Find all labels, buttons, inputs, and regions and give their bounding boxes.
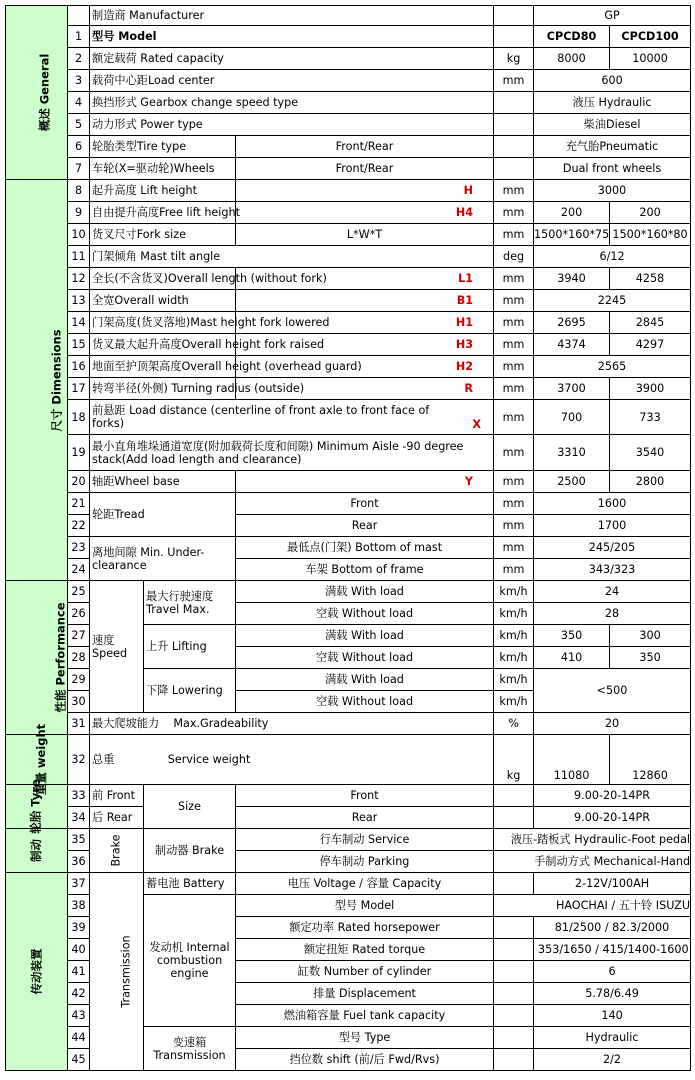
table-cell: 门架高度(货叉落地)Mast height fork lowered: [90, 312, 236, 334]
category-performance: 性能 Performance: [6, 581, 68, 735]
table-cell: 3540: [610, 435, 691, 471]
table-cell: 1700: [534, 515, 691, 537]
table-cell: 1: [68, 26, 90, 48]
table-cell: 6: [534, 961, 691, 983]
table-cell: 2800: [610, 471, 691, 493]
table-cell: 总重 Service weight: [90, 735, 494, 785]
table-cell: H: [236, 180, 494, 202]
table-cell: [494, 1005, 534, 1027]
table-cell: km/h: [494, 691, 534, 713]
table-cell: 2845: [610, 312, 691, 334]
table-cell: <500: [534, 669, 691, 713]
row-wheel-base: [6, 471, 691, 493]
table-cell: 最大行驶速度 Travel Max.: [144, 581, 236, 625]
table-cell: 制动器 Brake: [144, 829, 236, 873]
table-cell: Front/Rear: [236, 158, 494, 180]
category-transmission: 传动装置: [6, 873, 68, 1071]
table-cell: 自由提升高度Free lift height: [90, 202, 236, 224]
table-cell: 最大爬坡能力 Max.Gradeability: [90, 713, 494, 735]
table-cell: 42: [68, 983, 90, 1005]
table-cell: 满载 With load: [236, 625, 494, 647]
row-tyre-rear: [6, 807, 691, 829]
row-load-distance: [6, 400, 691, 435]
row-mast-tilt: [6, 246, 691, 268]
table-cell: 12: [68, 268, 90, 290]
table-cell: 轴距Wheel base: [90, 471, 236, 493]
table-cell: [494, 1027, 534, 1049]
table-cell: Rear: [236, 515, 494, 537]
table-cell: Front: [236, 785, 494, 807]
row-lift-height: [6, 180, 691, 202]
table-cell: 额定载荷 Rated capacity: [90, 48, 494, 70]
table-cell: mm: [494, 180, 534, 202]
table-cell: [494, 136, 534, 158]
table-cell: Y: [236, 471, 494, 493]
table-cell: kg: [494, 735, 534, 785]
table-cell: 24: [534, 581, 691, 603]
table-cell: 600: [534, 70, 691, 92]
table-cell: 全宽Overall width: [90, 290, 236, 312]
table-cell: 30: [68, 691, 90, 713]
table-cell: 2245: [534, 290, 691, 312]
table-cell: [494, 6, 534, 26]
table-cell: 轮距Tread: [90, 493, 236, 537]
table-cell: 2: [68, 48, 90, 70]
table-cell: 转弯半径(外侧) Turning radius (outside): [90, 378, 236, 400]
table-cell: 发动机 Internal combustion engine: [144, 895, 236, 1027]
table-cell: 20: [534, 713, 691, 735]
table-cell: 18: [68, 400, 90, 435]
spec-sheet: [5, 5, 690, 1075]
table-cell: km/h: [494, 647, 534, 669]
table-cell: 9: [68, 202, 90, 224]
table-cell: 行车制动 Service: [236, 829, 494, 851]
table-cell: 缸数 Number of cylinder: [236, 961, 494, 983]
category-tyre: 轮胎 Tyre: [6, 785, 68, 829]
table-cell: 350: [534, 625, 610, 647]
table-cell: mm: [494, 224, 534, 246]
table-cell: [68, 6, 90, 26]
table-cell: 7: [68, 158, 90, 180]
table-cell: 410: [534, 647, 610, 669]
row-gearbox: [6, 92, 691, 114]
table-cell: 14: [68, 312, 90, 334]
table-cell: [494, 92, 534, 114]
category-weight: 重量 weight: [6, 735, 68, 785]
table-cell: mm: [494, 378, 534, 400]
row-aisle-width: [6, 435, 691, 471]
table-cell: 2/2: [534, 1049, 691, 1071]
table-cell: 车架 Bottom of frame: [236, 559, 494, 581]
table-cell: 81/2500 / 82.3/2000: [534, 917, 691, 939]
table-cell: kg: [494, 48, 534, 70]
table-cell: 动力形式 Power type: [90, 114, 494, 136]
row-turning-radius: [6, 378, 691, 400]
table-cell: 地面至护顶架高度Overall height (overhead guard): [90, 356, 236, 378]
table-cell: [494, 939, 534, 961]
table-cell: [494, 785, 534, 807]
table-cell: 停车制动 Parking: [236, 851, 494, 873]
table-cell: mm: [494, 515, 534, 537]
table-cell: 载荷中心距Load center: [90, 70, 494, 92]
table-cell: Brake: [90, 829, 144, 873]
table-cell: 蓄电池 Battery: [144, 873, 236, 895]
table-cell: 17: [68, 378, 90, 400]
table-cell: 2565: [534, 356, 691, 378]
row-overhead-guard: [6, 356, 691, 378]
table-cell: Dual front wheels: [534, 158, 691, 180]
table-cell: 3310: [534, 435, 610, 471]
table-cell: mm: [494, 356, 534, 378]
table-cell: 燃油箱容量 Fuel tank capacity: [236, 1005, 494, 1027]
table-cell: 44: [68, 1027, 90, 1049]
table-cell: 8: [68, 180, 90, 202]
table-cell: mm: [494, 334, 534, 356]
table-cell: 3900: [610, 378, 691, 400]
table-cell: 2695: [534, 312, 610, 334]
row-service-weight: [6, 735, 691, 785]
table-cell: 3: [68, 70, 90, 92]
table-cell: 23: [68, 537, 90, 559]
table-cell: 700: [534, 400, 610, 435]
table-cell: mm: [494, 435, 534, 471]
row-fork-size: [6, 224, 691, 246]
table-cell: 门架倾角 Mast tilt angle: [90, 246, 494, 268]
row-height-fork-raised: [6, 334, 691, 356]
table-cell: 3940: [534, 268, 610, 290]
table-cell: 32: [68, 735, 90, 785]
table-cell: 货叉最大起升高度Overall height fork raised: [90, 334, 236, 356]
category-brake: 制动: [6, 829, 68, 873]
table-cell: 9.00-20-14PR: [534, 807, 691, 829]
table-cell: 速度 Speed: [90, 581, 144, 713]
table-cell: 31: [68, 713, 90, 735]
table-cell: 33: [68, 785, 90, 807]
table-cell: 13: [68, 290, 90, 312]
table-cell: 3700: [534, 378, 610, 400]
table-cell: 300: [610, 625, 691, 647]
table-cell: 28: [68, 647, 90, 669]
table-cell: 29: [68, 669, 90, 691]
table-cell: 19: [68, 435, 90, 471]
table-cell: GP: [534, 6, 691, 26]
table-cell: 353/1650 / 415/1400-1600: [534, 939, 691, 961]
table-cell: 35: [68, 829, 90, 851]
table-cell: 15: [68, 334, 90, 356]
table-cell: mm: [494, 312, 534, 334]
table-cell: 起升高度 Lift height: [90, 180, 236, 202]
table-cell: km/h: [494, 581, 534, 603]
table-cell: 变速箱 Transmission: [144, 1027, 236, 1071]
table-cell: H1: [236, 312, 494, 334]
row-wheels: [6, 158, 691, 180]
table-cell: 10000: [610, 48, 691, 70]
table-cell: 9.00-20-14PR: [534, 785, 691, 807]
table-cell: 11080: [534, 735, 610, 785]
table-cell: 6/12: [534, 246, 691, 268]
table-cell: mm: [494, 471, 534, 493]
table-cell: CPCD80: [534, 26, 610, 48]
table-cell: 34: [68, 807, 90, 829]
table-cell: 16: [68, 356, 90, 378]
table-cell: mm: [494, 559, 534, 581]
table-cell: 1500*160*75: [534, 224, 610, 246]
table-cell: 额定功率 Rated horsepower: [236, 917, 494, 939]
table-cell: 24: [68, 559, 90, 581]
table-cell: B1: [236, 290, 494, 312]
table-cell: 140: [534, 1005, 691, 1027]
table-cell: 2500: [534, 471, 610, 493]
row-overall-width: [6, 290, 691, 312]
table-cell: 前 Front: [90, 785, 144, 807]
table-cell: %: [494, 713, 534, 735]
table-cell: 36: [68, 851, 90, 873]
table-cell: mm: [494, 290, 534, 312]
table-cell: [494, 917, 534, 939]
table-cell: 22: [68, 515, 90, 537]
category-dimensions: 尺寸 Dimensions: [6, 180, 68, 581]
table-cell: [494, 158, 534, 180]
row-tire-type: [6, 136, 691, 158]
row-travel-with-load: [6, 581, 691, 603]
table-cell: 10: [68, 224, 90, 246]
row-rated-capacity: [6, 48, 691, 70]
row-gradeability: [6, 713, 691, 735]
table-cell: 全长(不含货叉)Overall length (without fork): [90, 268, 236, 290]
row-brake-service: [6, 829, 691, 851]
table-cell: 3000: [534, 180, 691, 202]
table-cell: Size: [144, 785, 236, 829]
table-cell: 5.78/6.49: [534, 983, 691, 1005]
table-cell: 20: [68, 471, 90, 493]
table-cell: L*W*T: [236, 224, 494, 246]
table-cell: mm: [494, 202, 534, 224]
table-cell: 343/323: [534, 559, 691, 581]
table-cell: 6: [68, 136, 90, 158]
table-cell: 换挡形式 Gearbox change speed type: [90, 92, 494, 114]
table-cell: 40: [68, 939, 90, 961]
table-cell: 下降 Lowering: [144, 669, 236, 713]
table-cell: 4: [68, 92, 90, 114]
table-cell: 12860: [610, 735, 691, 785]
table-cell: 733: [610, 400, 691, 435]
table-cell: 电压 Voltage / 容量 Capacity: [236, 873, 494, 895]
row-clearance-mast: [6, 537, 691, 559]
table-cell: 43: [68, 1005, 90, 1027]
table-cell: 350: [610, 647, 691, 669]
table-cell: 41: [68, 961, 90, 983]
table-cell: [494, 961, 534, 983]
table-cell: [494, 807, 534, 829]
table-cell: Front/Rear: [236, 136, 494, 158]
table-cell: 空载 Without load: [236, 647, 494, 669]
table-cell: Rear: [236, 807, 494, 829]
table-cell: 最小直角堆垛通道宽度(附加载荷长度和间隙) Minimum Aisle -90 degree stack(Add load length and clearance): [90, 435, 494, 471]
table-cell: [494, 26, 534, 48]
table-cell: 额定扭矩 Rated torque: [236, 939, 494, 961]
table-cell: 空载 Without load: [236, 603, 494, 625]
table-cell: 货叉尺寸Fork size: [90, 224, 236, 246]
table-cell: Transmission: [90, 873, 144, 1071]
row-tyre-front: [6, 785, 691, 807]
table-cell: 满载 With load: [236, 669, 494, 691]
table-cell: [494, 114, 534, 136]
table-cell: 空载 Without load: [236, 691, 494, 713]
table-cell: 4374: [534, 334, 610, 356]
table-cell: 满载 With load: [236, 581, 494, 603]
table-cell: km/h: [494, 603, 534, 625]
table-cell: 21: [68, 493, 90, 515]
table-cell: 车轮(X=驱动轮)Wheels: [90, 158, 236, 180]
table-cell: 2-12V/100AH: [534, 873, 691, 895]
table-cell: 39: [68, 917, 90, 939]
table-cell: 制造商 Manufacturer: [90, 6, 494, 26]
table-cell: mm: [494, 70, 534, 92]
table-cell: 离地间隙 Min. Under-clearance: [90, 537, 236, 581]
table-cell: 后 Rear: [90, 807, 144, 829]
table-cell: 26: [68, 603, 90, 625]
table-cell: mm: [494, 493, 534, 515]
table-cell: 最低点(门架) Bottom of mast: [236, 537, 494, 559]
table-cell: 27: [68, 625, 90, 647]
row-overall-length: [6, 268, 691, 290]
table-cell: mm: [494, 268, 534, 290]
table-cell: 上升 Lifting: [144, 625, 236, 669]
spec-table: [5, 5, 691, 1071]
category-general: 概述 General: [6, 6, 68, 180]
table-cell: [494, 873, 534, 895]
table-cell: km/h: [494, 625, 534, 647]
table-cell: 型号 Type: [236, 1027, 494, 1049]
table-cell: 25: [68, 581, 90, 603]
row-free-lift: [6, 202, 691, 224]
table-cell: deg: [494, 246, 534, 268]
table-cell: 1500*160*80: [610, 224, 691, 246]
table-cell: 前悬距 Load distance (centerline of front axle to front face of forks) X: [90, 400, 494, 435]
table-cell: L1: [236, 268, 494, 290]
table-cell: 1600: [534, 493, 691, 515]
table-cell: 200: [610, 202, 691, 224]
table-cell: 4297: [610, 334, 691, 356]
table-cell: 37: [68, 873, 90, 895]
table-cell: H2: [236, 356, 494, 378]
table-cell: 充气胎Pneumatic: [534, 136, 691, 158]
table-cell: 液压 Hydraulic: [534, 92, 691, 114]
table-cell: 200: [534, 202, 610, 224]
table-cell: H3: [236, 334, 494, 356]
table-cell: 4258: [610, 268, 691, 290]
table-cell: Hydraulic: [534, 1027, 691, 1049]
table-cell: 型号 Model: [236, 895, 494, 917]
row-tread-front: [6, 493, 691, 515]
table-cell: 38: [68, 895, 90, 917]
table-cell: mm: [494, 537, 534, 559]
table-cell: 手制动方式 Mechanical-Hand: [494, 851, 691, 873]
row-mast-height-lowered: [6, 312, 691, 334]
table-cell: 245/205: [534, 537, 691, 559]
table-cell: 8000: [534, 48, 610, 70]
table-cell: mm: [494, 400, 534, 435]
table-cell: 柴油Diesel: [534, 114, 691, 136]
table-cell: [494, 983, 534, 1005]
table-cell: 45: [68, 1049, 90, 1071]
table-cell: 排量 Displacement: [236, 983, 494, 1005]
row-manufacturer: [6, 6, 691, 26]
table-cell: km/h: [494, 669, 534, 691]
table-cell: 28: [534, 603, 691, 625]
table-cell: 型号 Model: [90, 26, 494, 48]
row-model: [6, 26, 691, 48]
table-cell: CPCD100: [610, 26, 691, 48]
table-cell: HAOCHAI / 五十铃 ISUZU: [494, 895, 691, 917]
row-load-center: [6, 70, 691, 92]
table-cell: Front: [236, 493, 494, 515]
table-cell: [494, 1049, 534, 1071]
row-battery: [6, 873, 691, 895]
table-cell: 液压-踏板式 Hydraulic-Foot pedal: [494, 829, 691, 851]
table-cell: H4: [236, 202, 494, 224]
table-cell: 挡位数 shift (前/后 Fwd/Rvs): [236, 1049, 494, 1071]
row-power-type: [6, 114, 691, 136]
table-cell: 轮胎类型Tire type: [90, 136, 236, 158]
table-cell: 11: [68, 246, 90, 268]
table-cell: R: [236, 378, 494, 400]
table-cell: 5: [68, 114, 90, 136]
